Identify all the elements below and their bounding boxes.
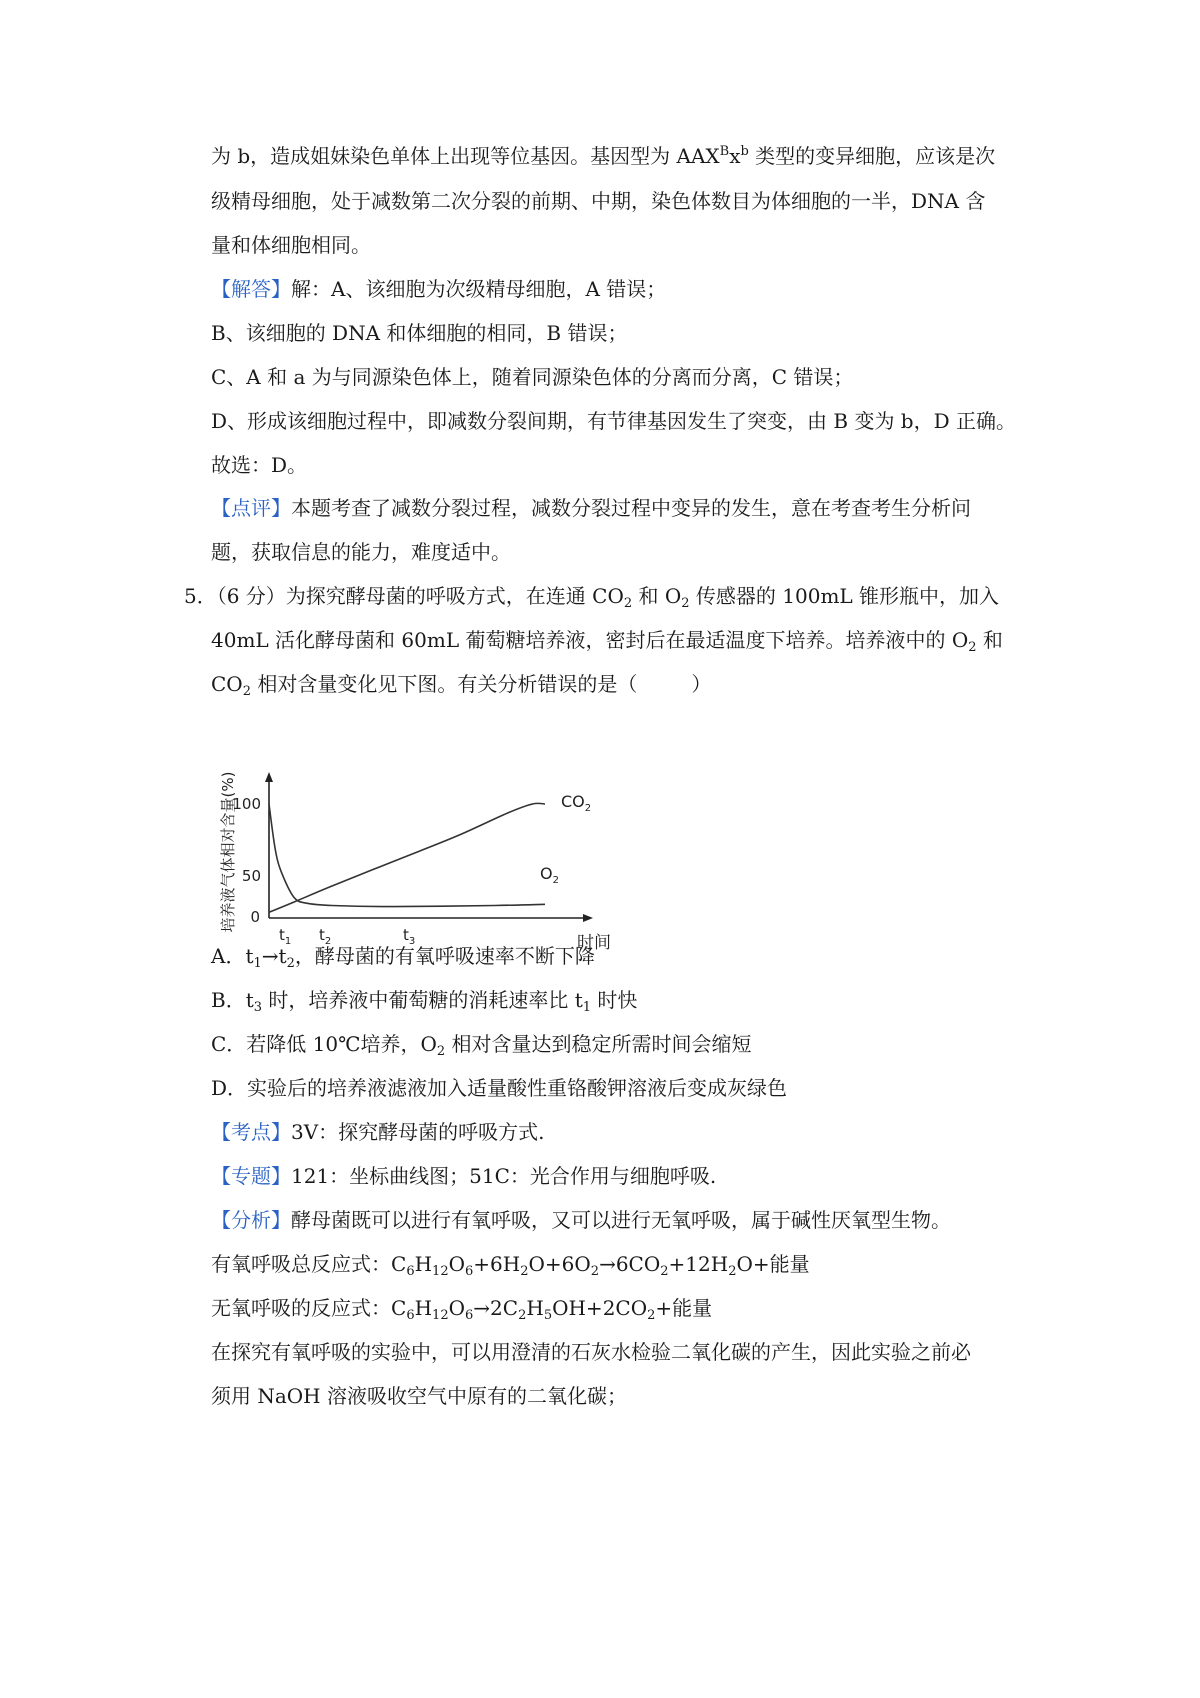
review-line: 题，获取信息的能力，难度适中。 xyxy=(211,540,511,564)
y-axis-label: 培养液气体相对含量(%) xyxy=(219,771,237,933)
o2-series-label: $O_2$ xyxy=(540,864,559,886)
question-stem: 5．（6 分）为探究酵母菌的呼吸方式，在连通 $CO_2$ 和 $O_2$ 传感器的 100mL 锥形瓶中，加入 xyxy=(184,584,1000,611)
x-tick-label: $t_2$ xyxy=(319,926,332,947)
y-axis-arrow xyxy=(265,772,273,782)
text-line: 为 b，造成姐妹染色单体上出现等位基因。基因型为 $AAX^Bx^b$ 类型的变异细胞，应该是次 xyxy=(211,144,996,168)
co2-series-line xyxy=(269,803,545,912)
question-stem: $CO_2$ 相对含量变化见下图。有关分析错误的是（ ） xyxy=(211,672,712,699)
answer-line: B、该细胞的 DNA 和体细胞的相同，B 错误； xyxy=(211,321,628,345)
text-line: 须用 NaOH 溶液吸收空气中原有的二氧化碳； xyxy=(211,1384,627,1408)
y-tick-label: 100 xyxy=(232,795,261,813)
review-line: 【点评】本题考查了减数分裂过程，减数分裂过程中变异的发生，意在考查考生分析问 xyxy=(211,496,971,520)
x-tick-label: $t_3$ xyxy=(403,926,416,947)
answer-tag: 【解答】 xyxy=(211,277,291,301)
kaodian-tag: 【考点】 xyxy=(211,1120,291,1144)
zhuanti-tag: 【专题】 xyxy=(211,1164,291,1188)
option-b: B．$t_3$ 时，培养液中葡萄糖的消耗速率比 $t_1$ 时快 xyxy=(211,988,638,1015)
text-line: 量和体细胞相同。 xyxy=(211,233,371,257)
answer-line: 【解答】解：A、该细胞为次级精母细胞，A 错误； xyxy=(211,277,667,301)
answer-line: C、A 和 a 为与同源染色体上，随着同源染色体的分离而分离，C 错误； xyxy=(211,365,854,389)
x-axis-arrow xyxy=(583,914,593,922)
answer-line: D、形成该细胞过程中，即减数分裂间期，有节律基因发生了突变，由 B 变为 b，D 正确。 xyxy=(211,409,1016,433)
text-line: 级精母细胞，处于减数第二次分裂的前期、中期，染色体数目为体细胞的一半，DNA 含 xyxy=(211,189,986,213)
analysis-line: 【分析】酵母菌既可以进行有氧呼吸，又可以进行无氧呼吸，属于碱性厌氧型生物。 xyxy=(211,1208,951,1232)
anaerobic-equation: 无氧呼吸的反应式：$C_6H_{12}O_6\to 2C_2H_5OH+2CO_2+$能量 xyxy=(211,1296,713,1323)
text-line: 在探究有氧呼吸的实验中，可以用澄清的石灰水检验二氧化碳的产生，因此实验之前必 xyxy=(211,1340,971,1364)
x-axis-label: 时间 xyxy=(577,933,611,953)
review-tag: 【点评】 xyxy=(211,496,291,520)
zhuanti-line: 【专题】121：坐标曲线图；51C：光合作用与细胞呼吸. xyxy=(211,1164,717,1188)
option-d: D．实验后的培养液滤液加入适量酸性重铬酸钾溶液后变成灰绿色 xyxy=(211,1076,788,1100)
aerobic-equation: 有氧呼吸总反应式：$C_6H_{12}O_6+6H_2O+6O_2\to 6CO_2+12H_2O+$能量 xyxy=(211,1252,810,1279)
y-tick-label: 50 xyxy=(241,867,261,885)
gas-content-chart xyxy=(215,771,635,953)
answer-line: 故选：D。 xyxy=(211,453,308,477)
co2-series-label: $CO_2$ xyxy=(561,792,592,814)
kaodian-line: 【考点】3V：探究酵母菌的呼吸方式. xyxy=(211,1120,545,1144)
analysis-tag: 【分析】 xyxy=(211,1208,291,1232)
x-tick-label: $t_1$ xyxy=(279,926,292,947)
option-a: A．$t_1\to t_2$，酵母菌的有氧呼吸速率不断下降 xyxy=(211,944,595,971)
y-tick-label: 0 xyxy=(250,908,260,926)
option-c: C．若降低 10℃培养，$O_2$ 相对含量达到稳定所需时间会缩短 xyxy=(211,1032,752,1059)
question-stem: 40mL 活化酵母菌和 60mL 葡萄糖培养液，密封后在最适温度下培养。培养液中的 $O_2$ 和 xyxy=(211,628,1003,655)
